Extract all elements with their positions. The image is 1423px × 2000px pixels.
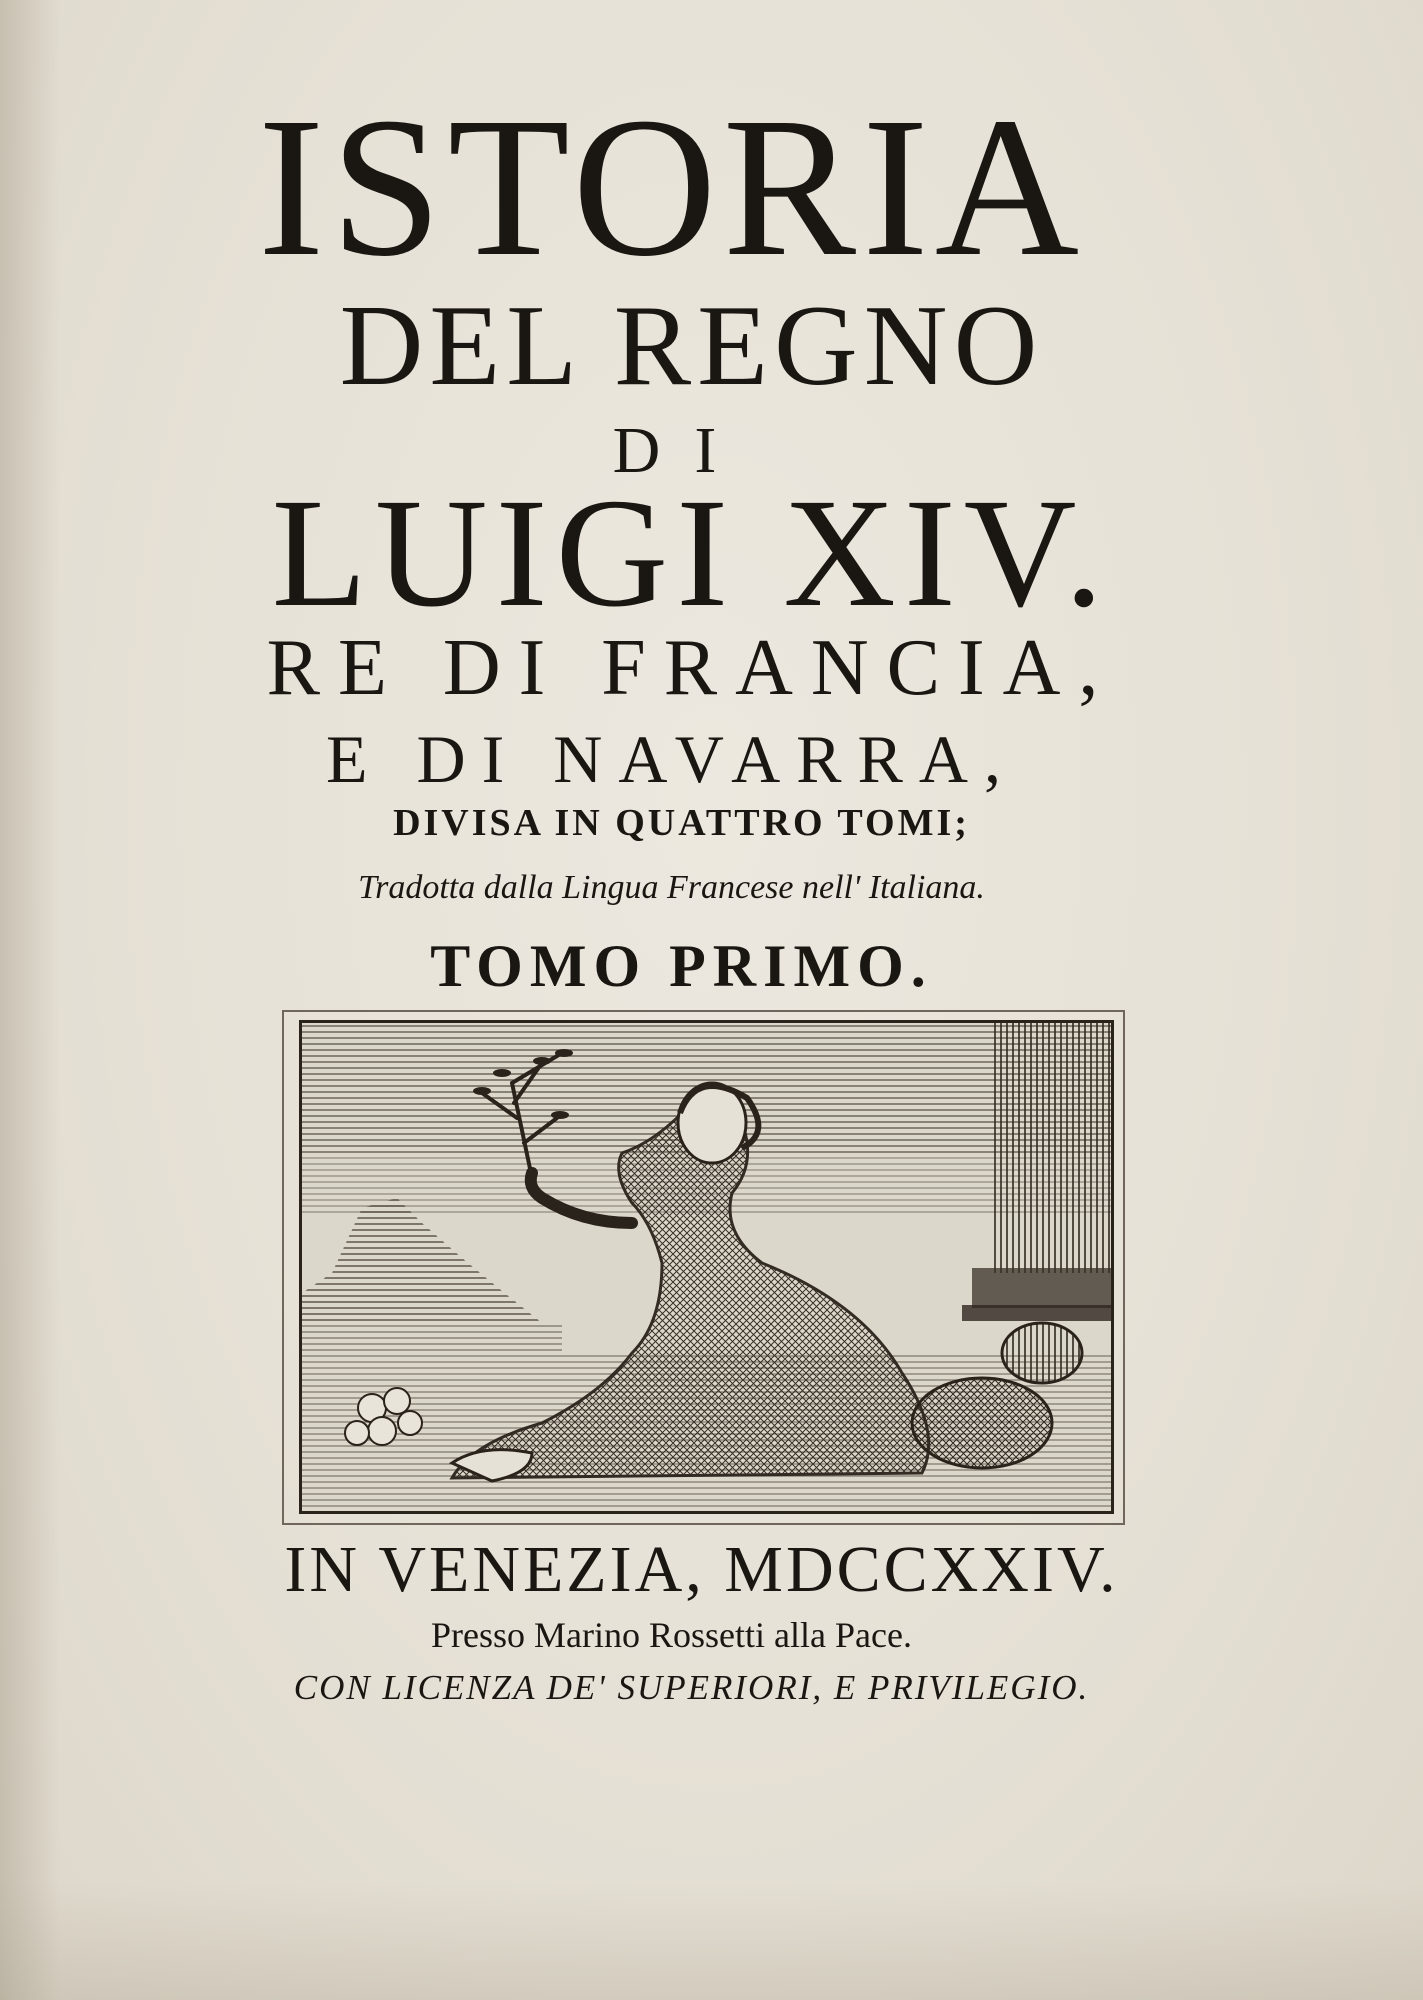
- printer-line: Presso Marino Rossetti alla Pace.: [431, 1615, 912, 1655]
- vignette-illustration: [302, 1023, 1111, 1511]
- title-istoria: ISTORIA: [257, 77, 1086, 298]
- license-line: CON LICENZA DE' SUPERIORI, E PRIVILEGIO.: [293, 1668, 1090, 1707]
- page-bottom-shadow: [0, 1880, 1423, 2000]
- title-del-regno: DEL REGNO: [339, 282, 1044, 410]
- title-luigi-xiv: LUIGI XIV.: [271, 466, 1112, 639]
- subtitle-tradotta: Tradotta dalla Lingua Francese nell' Italiana.: [358, 869, 985, 906]
- volume-label: TOMO PRIMO.: [430, 933, 933, 999]
- title-re-di-francia: RE DI FRANCIA,: [266, 624, 1117, 712]
- engraved-vignette: [299, 1020, 1114, 1514]
- title-e-di-navarra: E DI NAVARRA,: [325, 721, 1017, 797]
- imprint-place-date: IN VENEZIA, MDCCXXIV.: [284, 1533, 1119, 1606]
- subtitle-divisa: DIVISA IN QUATTRO TOMI;: [393, 802, 970, 844]
- title-di: DI: [612, 414, 751, 487]
